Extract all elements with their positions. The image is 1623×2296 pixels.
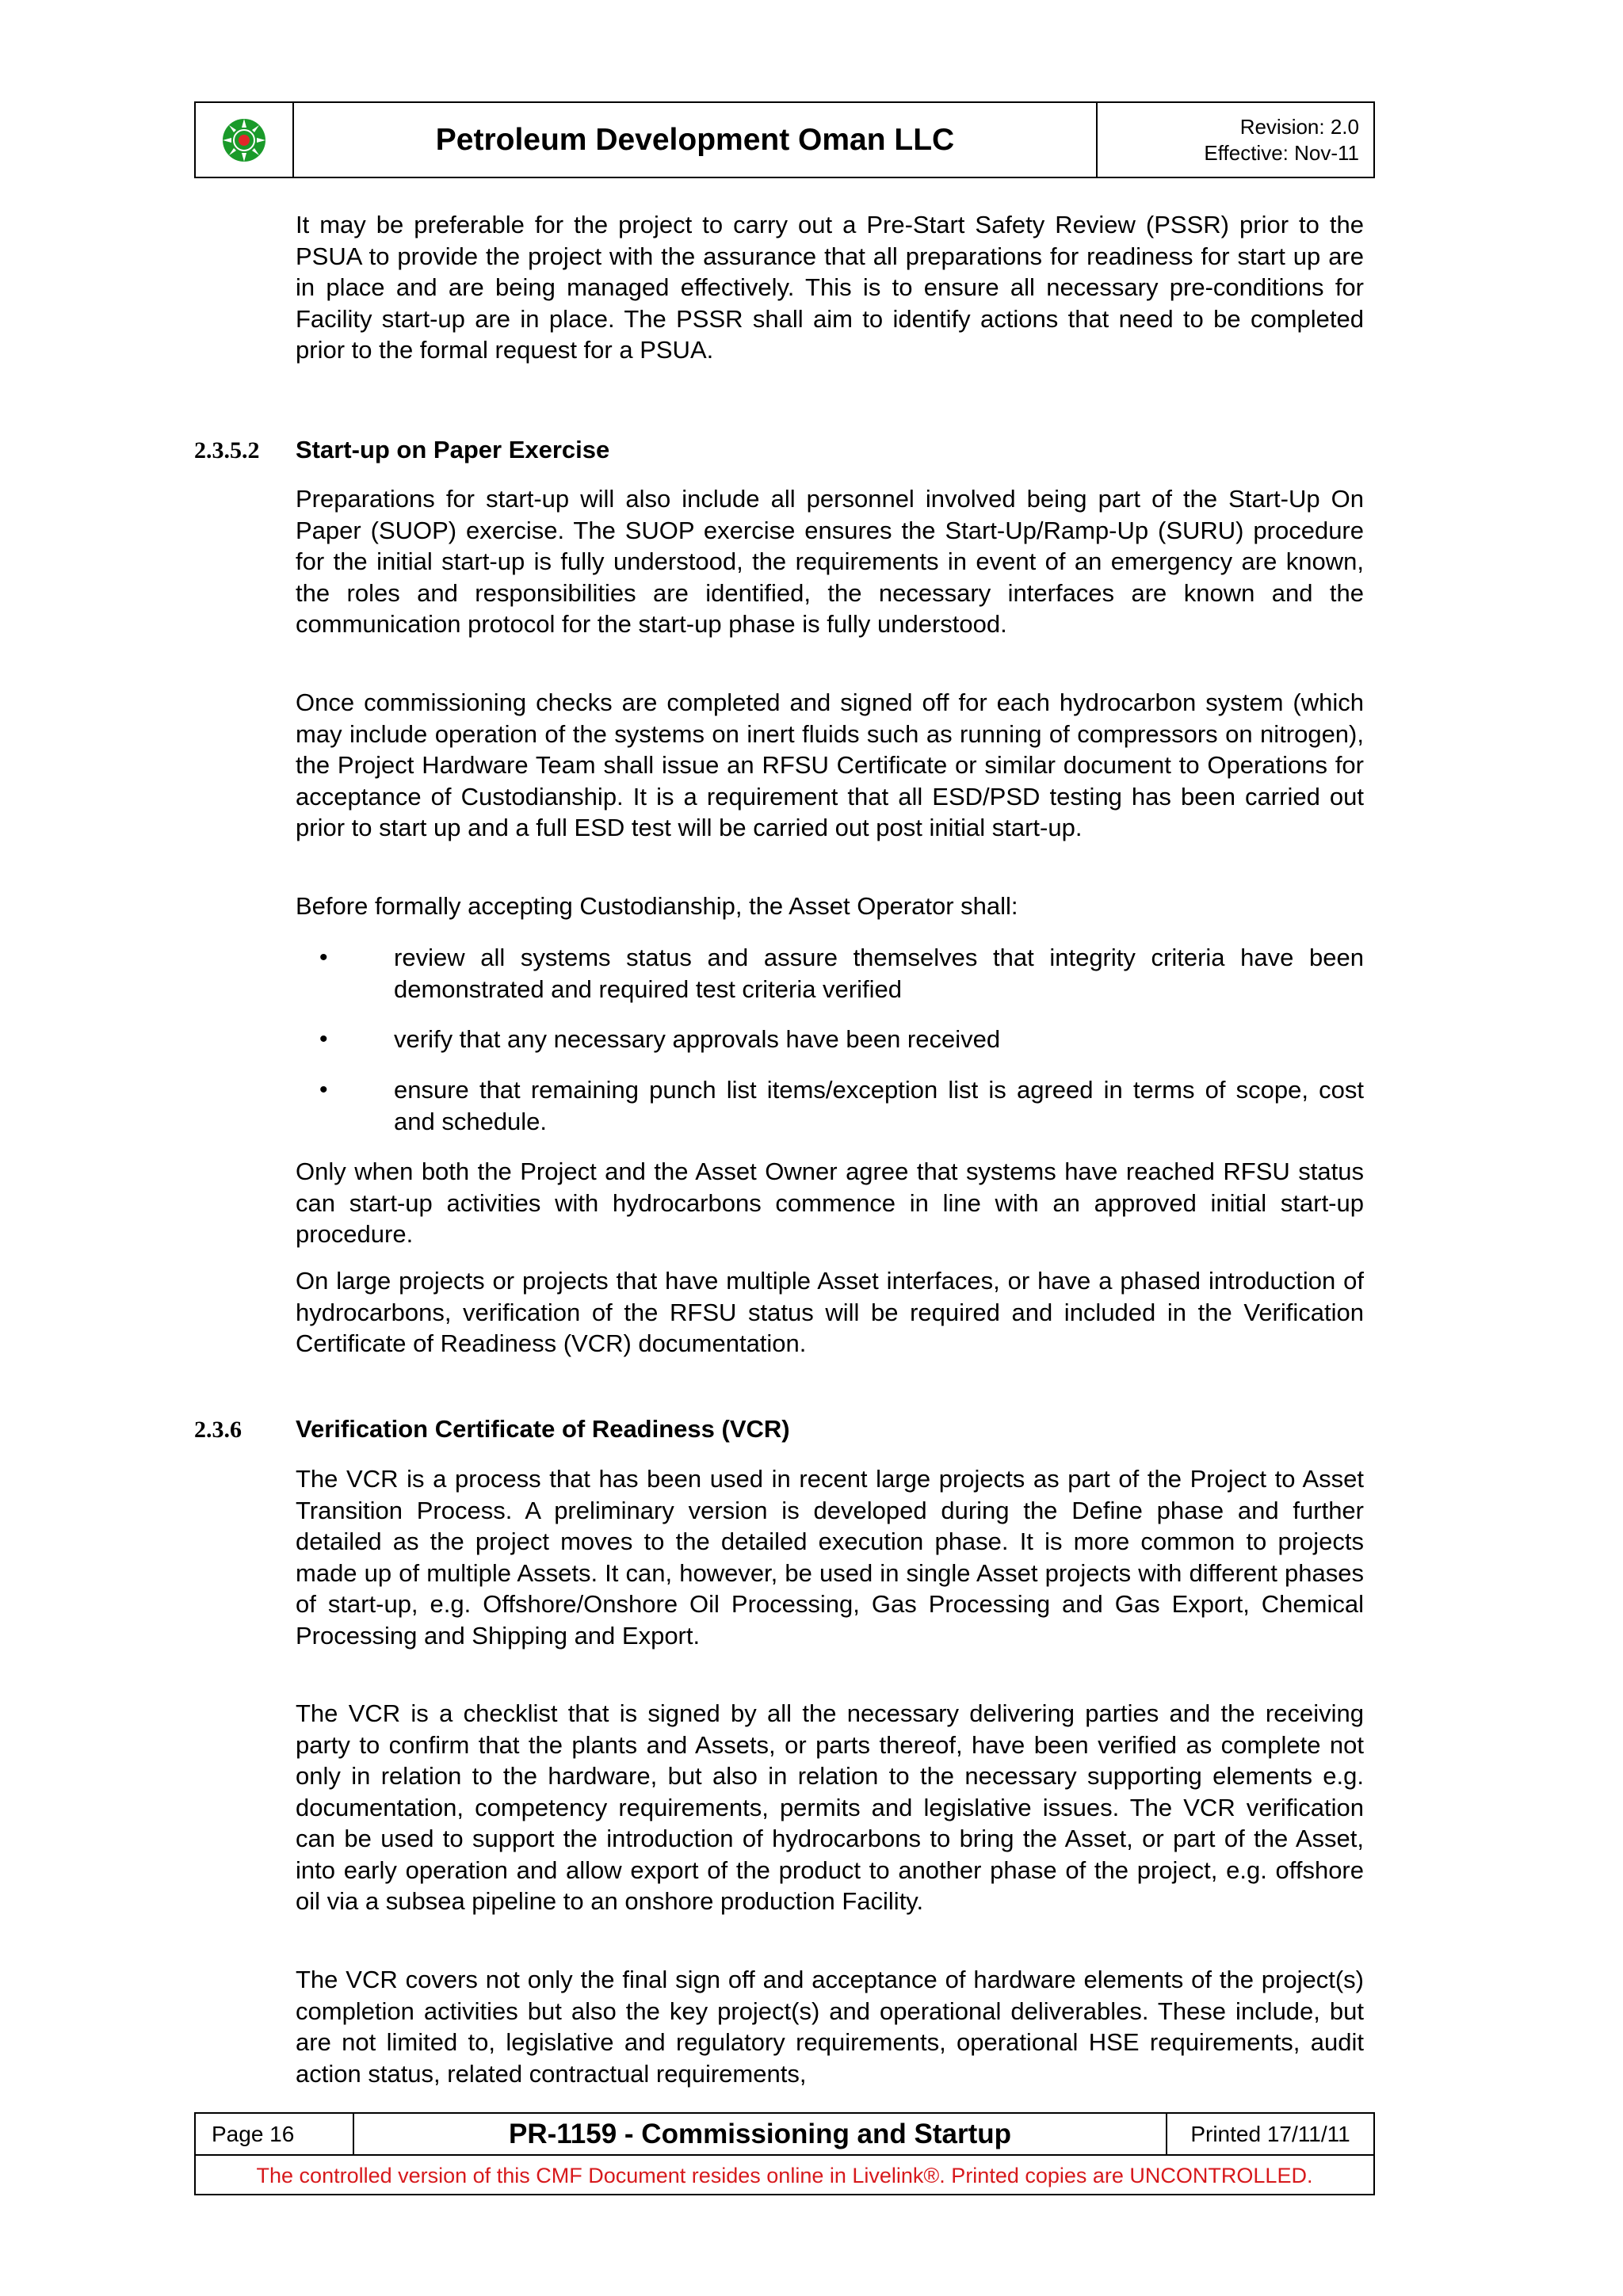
page-footer [194, 2112, 1375, 2195]
footer-row [196, 2114, 1373, 2156]
section-number: 2.3.6 [194, 1417, 242, 1443]
revision-label: Revision: 2.0 [1239, 114, 1359, 139]
bullet-glyph: • [319, 1077, 328, 1103]
uncontrolled-notice: The controlled version of this CMF Document resides online in Livelink®. Printed copies are UNCONTROLLED. [256, 2163, 1313, 2187]
page-header [194, 101, 1375, 178]
paragraph-vcr-process: The VCR is a process that has been used in recent large projects as part of the Project to Asset Transition Process. A preliminary version is developed during the Define phase and further detailed as the project moves to the detailed execution phase. It is more common to projects made up of multiple Assets. It can, however, be used in single Asset projects with different phases of start-up, e.g. Offshore/Onshore Oil Processing, Gas Processing and Gas Export, Chemical Processing and Shipping and Export. [296, 1465, 1364, 1650]
paragraph-suop: Preparations for start-up will also include all personnel involved being part of the Start-Up On Paper (SUOP) exercise. The SUOP exercise ensures the Start-Up/Ramp-Up (SURU) procedure for the initial start-up is fully understood, the requirements in event of an emergency are known, the roles and responsibilities are identified, the necessary interfaces are known and the communication protocol for the start-up phase is fully understood. [296, 485, 1364, 638]
printed-date: Printed 17/11/11 [1190, 2121, 1350, 2146]
list-item-text: verify that any necessary approvals have been received [394, 1025, 1001, 1053]
paragraph-only-when: Only when both the Project and the Asset Owner agree that systems have reached RFSU status can start-up activities with hydrocarbons commence in line with an approved initial start-up procedure. [296, 1158, 1364, 1248]
list-item [319, 942, 1364, 1005]
section-heading-236 [194, 1413, 790, 1445]
paragraph-vcr-covers: The VCR covers not only the final sign off and acceptance of hardware elements of the project(s) completion activities but also the key project(s) and operational deliverables. These include, but are not limited to, legislative and regulatory requirements, operational HSE requirements, audit action status, related contractual requirements, [296, 1966, 1364, 2088]
effective-date: Effective: Nov-11 [1204, 140, 1359, 165]
list-item [319, 1024, 1364, 1055]
document-title: PR-1159 - Commissioning and Startup [354, 2114, 1167, 2154]
logo-cell [196, 103, 294, 177]
list-item-text: review all systems status and assure themselves that integrity criteria have been demonstrated and required test criteria verified [394, 944, 1364, 1003]
list-item [319, 1074, 1364, 1137]
revision-cell [1098, 103, 1373, 177]
section-title: Verification Certificate of Readiness (VCR) [296, 1415, 790, 1443]
list-item-text: ensure that remaining punch list items/exception list is agreed in terms of scope, cost and schedule. [394, 1076, 1364, 1135]
pdo-logo-icon [220, 116, 268, 164]
section-number: 2.3.5.2 [194, 437, 260, 463]
page-number: Page 16 [196, 2114, 354, 2154]
bullet-glyph: • [319, 1026, 328, 1052]
section-title: Start-up on Paper Exercise [296, 436, 610, 463]
paragraph-pssr: It may be preferable for the project to carry out a Pre-Start Safety Review (PSSR) prior to the PSUA to provide the project with the assurance that all preparations for readiness for start up are in place and are being managed effectively. This is to ensure all necessary pre-conditions for Facility start-up are in place. The PSSR shall aim to identify actions that need to be completed prior to the formal request for a PSUA. [296, 211, 1364, 364]
section-heading-2352 [194, 434, 609, 466]
bullet-glyph: • [319, 944, 328, 971]
company-name: Petroleum Development Oman LLC [294, 103, 1098, 177]
paragraph-vcr-checklist: The VCR is a checklist that is signed by all the necessary delivering parties and the receiving party to confirm that the plants and Assets, or parts thereof, have been verified as complete not only in relation to the hardware, but also in relation to the necessary supporting elements e.g. documentation, competency requirements, permits and legislative issues. The VCR verification can be used to support the introduction of hydrocarbons to bring the Asset, or part of the Asset, into early operation and allow export of the product to another phase of the project, e.g. offshore oil via a subsea pipeline to an onshore production Facility. [296, 1699, 1364, 1915]
paragraph-before: Before formally accepting Custodianship, the Asset Operator shall: [296, 892, 1018, 920]
paragraph-large-projects: On large projects or projects that have multiple Asset interfaces, or have a phased introduction of hydrocarbons, verification of the RFSU status will be required and included in the Verification Certificate of Readiness (VCR) documentation. [296, 1267, 1364, 1357]
paragraph-rfsu: Once commissioning checks are completed and signed off for each hydrocarbon system (which may include operation of the systems on inert fluids such as running of compressors on nitrogen), the Project Hardware Team shall issue an RFSU Certificate or similar document to Operations for acceptance of Custodianship. It is a requirement that all ESD/PSD testing has been carried out prior to start up and a full ESD test will be carried out post initial start-up. [296, 688, 1364, 841]
